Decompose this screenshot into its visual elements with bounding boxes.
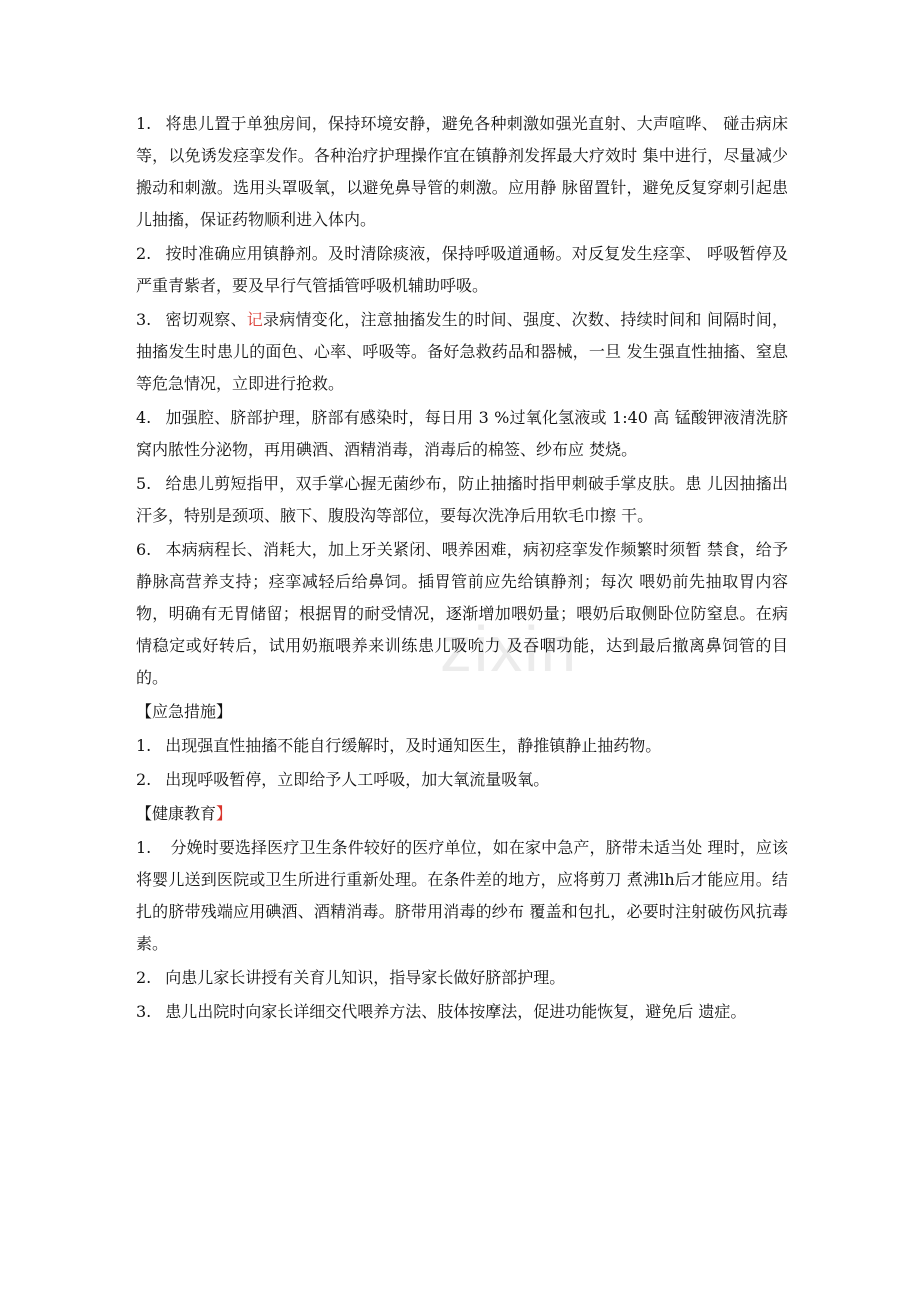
section-heading-education bbox=[136, 798, 788, 830]
document-body bbox=[136, 108, 788, 1030]
education-item-3 bbox=[136, 996, 788, 1028]
item-number: 4. bbox=[136, 408, 152, 427]
item-number: 2. bbox=[136, 968, 152, 987]
care-item-6 bbox=[136, 534, 788, 694]
item-number: 6. bbox=[136, 540, 152, 559]
education-item-2 bbox=[136, 962, 788, 994]
item-text: 出现强直性抽搐不能自行缓解时，及时通知医生，静推镇静止抽药物。 bbox=[165, 736, 662, 755]
watermark: zixin bbox=[440, 613, 579, 685]
care-item-3 bbox=[136, 304, 788, 400]
item-text: 将患儿置于单独房间，保持环境安静，避免各种刺激如强光直射、大声喧哗、 碰击病床等，以免诱发痉挛发作。各种治疗护理操作宜在镇静剂发挥最大疗效时 集中进行，尽量减少搬动和刺激。选用头罩吸氧，以避免鼻导管的刺激。应用静 脉留置针，避免反复穿刺引起患儿抽搐，保证药物顺利进入体内。 bbox=[136, 114, 788, 229]
item-text: 分娩时要选择医疗卫生条件较好的医疗单位，如在家中急产，脐带未适当处 理时，应该将婴儿送到医院或卫生所进行重新处理。在条件差的地方，应将剪刀 煮沸lh后才能应用。结扎的脐带残端应用碘酒、酒精消毒。脐带用消毒的纱布 覆盖和包扎，必要时注射破伤风抗毒素。 bbox=[136, 838, 788, 953]
item-text: 出现呼吸暂停，立即给予人工呼吸，加大氧流量吸氧。 bbox=[165, 770, 550, 789]
item-text: 按时准确应用镇静剂。及时清除痰液，保持呼吸道通畅。对反复发生痉挛、 呼吸暂停及严重青紫者，要及早行气管插管呼吸机辅助呼吸。 bbox=[136, 244, 788, 295]
item-text-after: 录病情变化，注意抽搐发生的时间、强度、次数、持续时间和 间隔时间，抽搐发生时患儿的面色、心率、呼吸等。备好急救药品和器械，一旦 发生强直性抽搐、窒息等危急情况，立即进行抢救。 bbox=[136, 310, 788, 393]
item-number: 3. bbox=[136, 310, 152, 329]
emergency-item-1 bbox=[136, 730, 788, 762]
item-number: 5. bbox=[136, 474, 152, 493]
item-text-before: 密切观察、 bbox=[165, 310, 247, 329]
item-number: 3. bbox=[136, 1002, 152, 1021]
item-number: 2. bbox=[136, 244, 152, 263]
heading-text: 【健康教育 bbox=[136, 804, 217, 823]
care-item-4 bbox=[136, 402, 788, 466]
care-item-1 bbox=[136, 108, 788, 236]
education-item-1 bbox=[136, 832, 788, 960]
heading-text: 【应急措施】 bbox=[136, 702, 233, 721]
item-number: 2. bbox=[136, 770, 152, 789]
item-text: 向患儿家长讲授有关育儿知识，指导家长做好脐部护理。 bbox=[165, 968, 566, 987]
section-heading-emergency bbox=[136, 696, 788, 728]
heading-red-bracket: 】 bbox=[216, 804, 233, 823]
item-text: 患儿出院时向家长详细交代喂养方法、肢体按摩法，促进功能恢复，避免后 遗症。 bbox=[165, 1002, 747, 1021]
item-number: 1. bbox=[136, 838, 152, 857]
item-number: 1. bbox=[136, 736, 152, 755]
item-text: 本病病程长、消耗大，加上牙关紧闭、喂养困难，病初痉挛发作频繁时须暂 禁食，给予静脉高营养支持；痉挛减轻后给鼻饲。插胃管前应先给镇静剂；每次 喂奶前先抽取胃内容物，明确有无胃储留；根据胃的耐受情况，逐渐增加喂奶量；喂奶后取侧卧位防窒息。在病情稳定或好转后，试用奶瓶喂养来训练患儿吸吮力 及吞咽功能，达到最后撤离鼻饲管的目的。 bbox=[136, 540, 788, 687]
emergency-item-2 bbox=[136, 764, 788, 796]
item-text: 加强腔、脐部护理，脐部有感染时，每日用 3 %过氧化氢液或 1:40 高 锰酸钾液清洗脐窝内脓性分泌物，再用碘酒、酒精消毒，消毒后的棉签、纱布应 焚烧。 bbox=[136, 408, 788, 459]
item-number: 1. bbox=[136, 114, 152, 133]
red-highlight-char: 记 bbox=[246, 310, 263, 329]
care-item-2 bbox=[136, 238, 788, 302]
item-text: 给患儿剪短指甲，双手掌心握无菌纱布，防止抽搐时指甲刺破手掌皮肤。患 儿因抽搐出汗多，特别是颈项、腋下、腹股沟等部位，要每次洗净后用软毛巾擦 干。 bbox=[136, 474, 788, 525]
care-item-5 bbox=[136, 468, 788, 532]
